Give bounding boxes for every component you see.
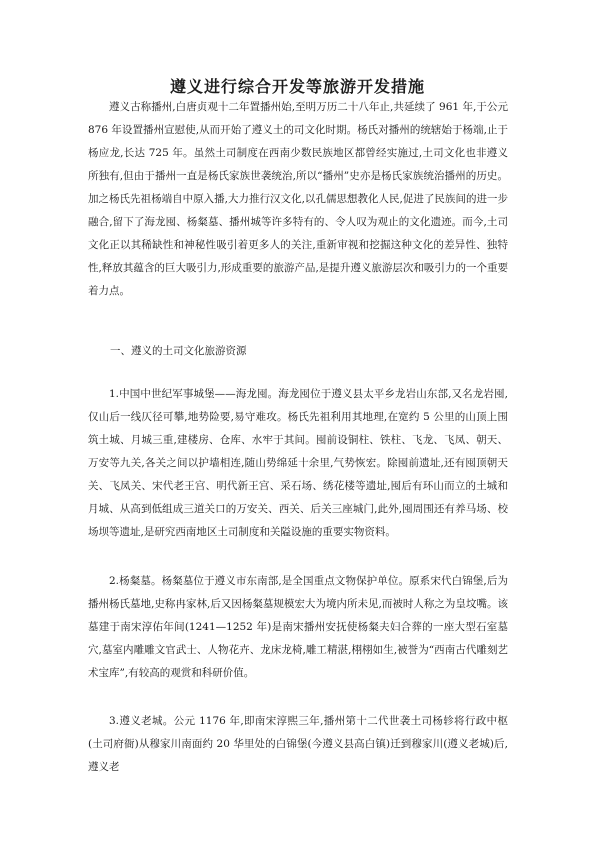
item-1-paragraph: 1.中国中世纪军事城堡——海龙囤。海龙囤位于遵义县太平乡龙岩山东部,又名龙岩囤,仅山后一线仄径可攀,地势险要,易守难攻。杨氏先祖利用其地理,在宽约 5 公里的山顶上围筑土城、月城三重,建楼房、仓库、水牢于其间。囤前设铜柱、铁柱、飞龙、飞凤、朝天、万安等九关,各关之间以护墙相连,随山势绵延十余里,气势恢宏。除囤前遗址,还有囤顶朝天关、飞凤关、宋代老王宫、明代新王宫、采石场、绣花楼等遗址,囤后有环山而立的土城和月城、从高到低组成三道关口的万安关、西关、后关三座城门,此外,囤周围还有养马场、校场坝等遗址,是研究西南地区土司制度和关隘设施的重要实物资料。 — [88, 388, 508, 538]
document-title: 遵义进行综合开发等旅游开发措施 — [169, 77, 425, 96]
intro-paragraph: 遵义古称播州,白唐贞观十二年置播州始,至明万历二十八年止,共延续了 961 年,于公元 876 年设置播州宣慰使,从而开始了遵义土的司文化时期。杨氏对播州的统辖始于杨端,止于杨应龙,长达 725 年。虽然土司制度在西南少数民族地区都曾经实施过,土司文化也非遵义所独有,但由于播州一直是杨氏家族世袭统治,所以“播州”史亦是杨氏家族统治播州的历史。加之杨氏先祖杨端自中原入播,大力推行汉文化,以孔儒思想教化人民,促进了民族间的进一步融合,留下了海龙囤、杨粲墓、播州城等许多特有的、令人叹为观止的文化遗迹。而今,土司文化正以其稀缺性和神秘性吸引着更多人的关注,重新审视和挖掘这种文化的差异性、独特性,释放其蕴含的巨大吸引力,形成重要的旅游产品,是提升遵义旅游层次和吸引力的一个重要着力点。 — [88, 101, 508, 297]
section-heading: 一、遵义的土司文化旅游资源 — [110, 345, 247, 357]
item-2-paragraph: 2.杨粲墓。杨粲墓位于遵义市东南部,是全国重点文物保护单位。原系宋代白锦堡,后为播州杨氏墓地,史称冉家林,后又因杨粲墓规模宏大为境内所未见,而被时人称之为皇坟嘴。该墓建于南宋淳佑年间(1241—1252 年)是南宋播州安抚使杨粲夫妇合葬的一座大型石室墓穴,墓室内雕雕文官武士、人物花卉、龙床龙椅,雕工精湛,栩栩如生,被誉为“西南古代雕刻艺术宝库”,有较高的观赏和科研价值。 — [88, 575, 508, 679]
item-3-paragraph: 3.遵义老城。公元 1176 年,即南宋淳熙三年,播州第十二代世袭土司杨轸将行政中枢(土司府衙)从穆家川南面约 20 华里处的白锦堡(今遵义县高白镇)迁到穆家川(遵义老城)后,遵义老 — [88, 715, 508, 773]
